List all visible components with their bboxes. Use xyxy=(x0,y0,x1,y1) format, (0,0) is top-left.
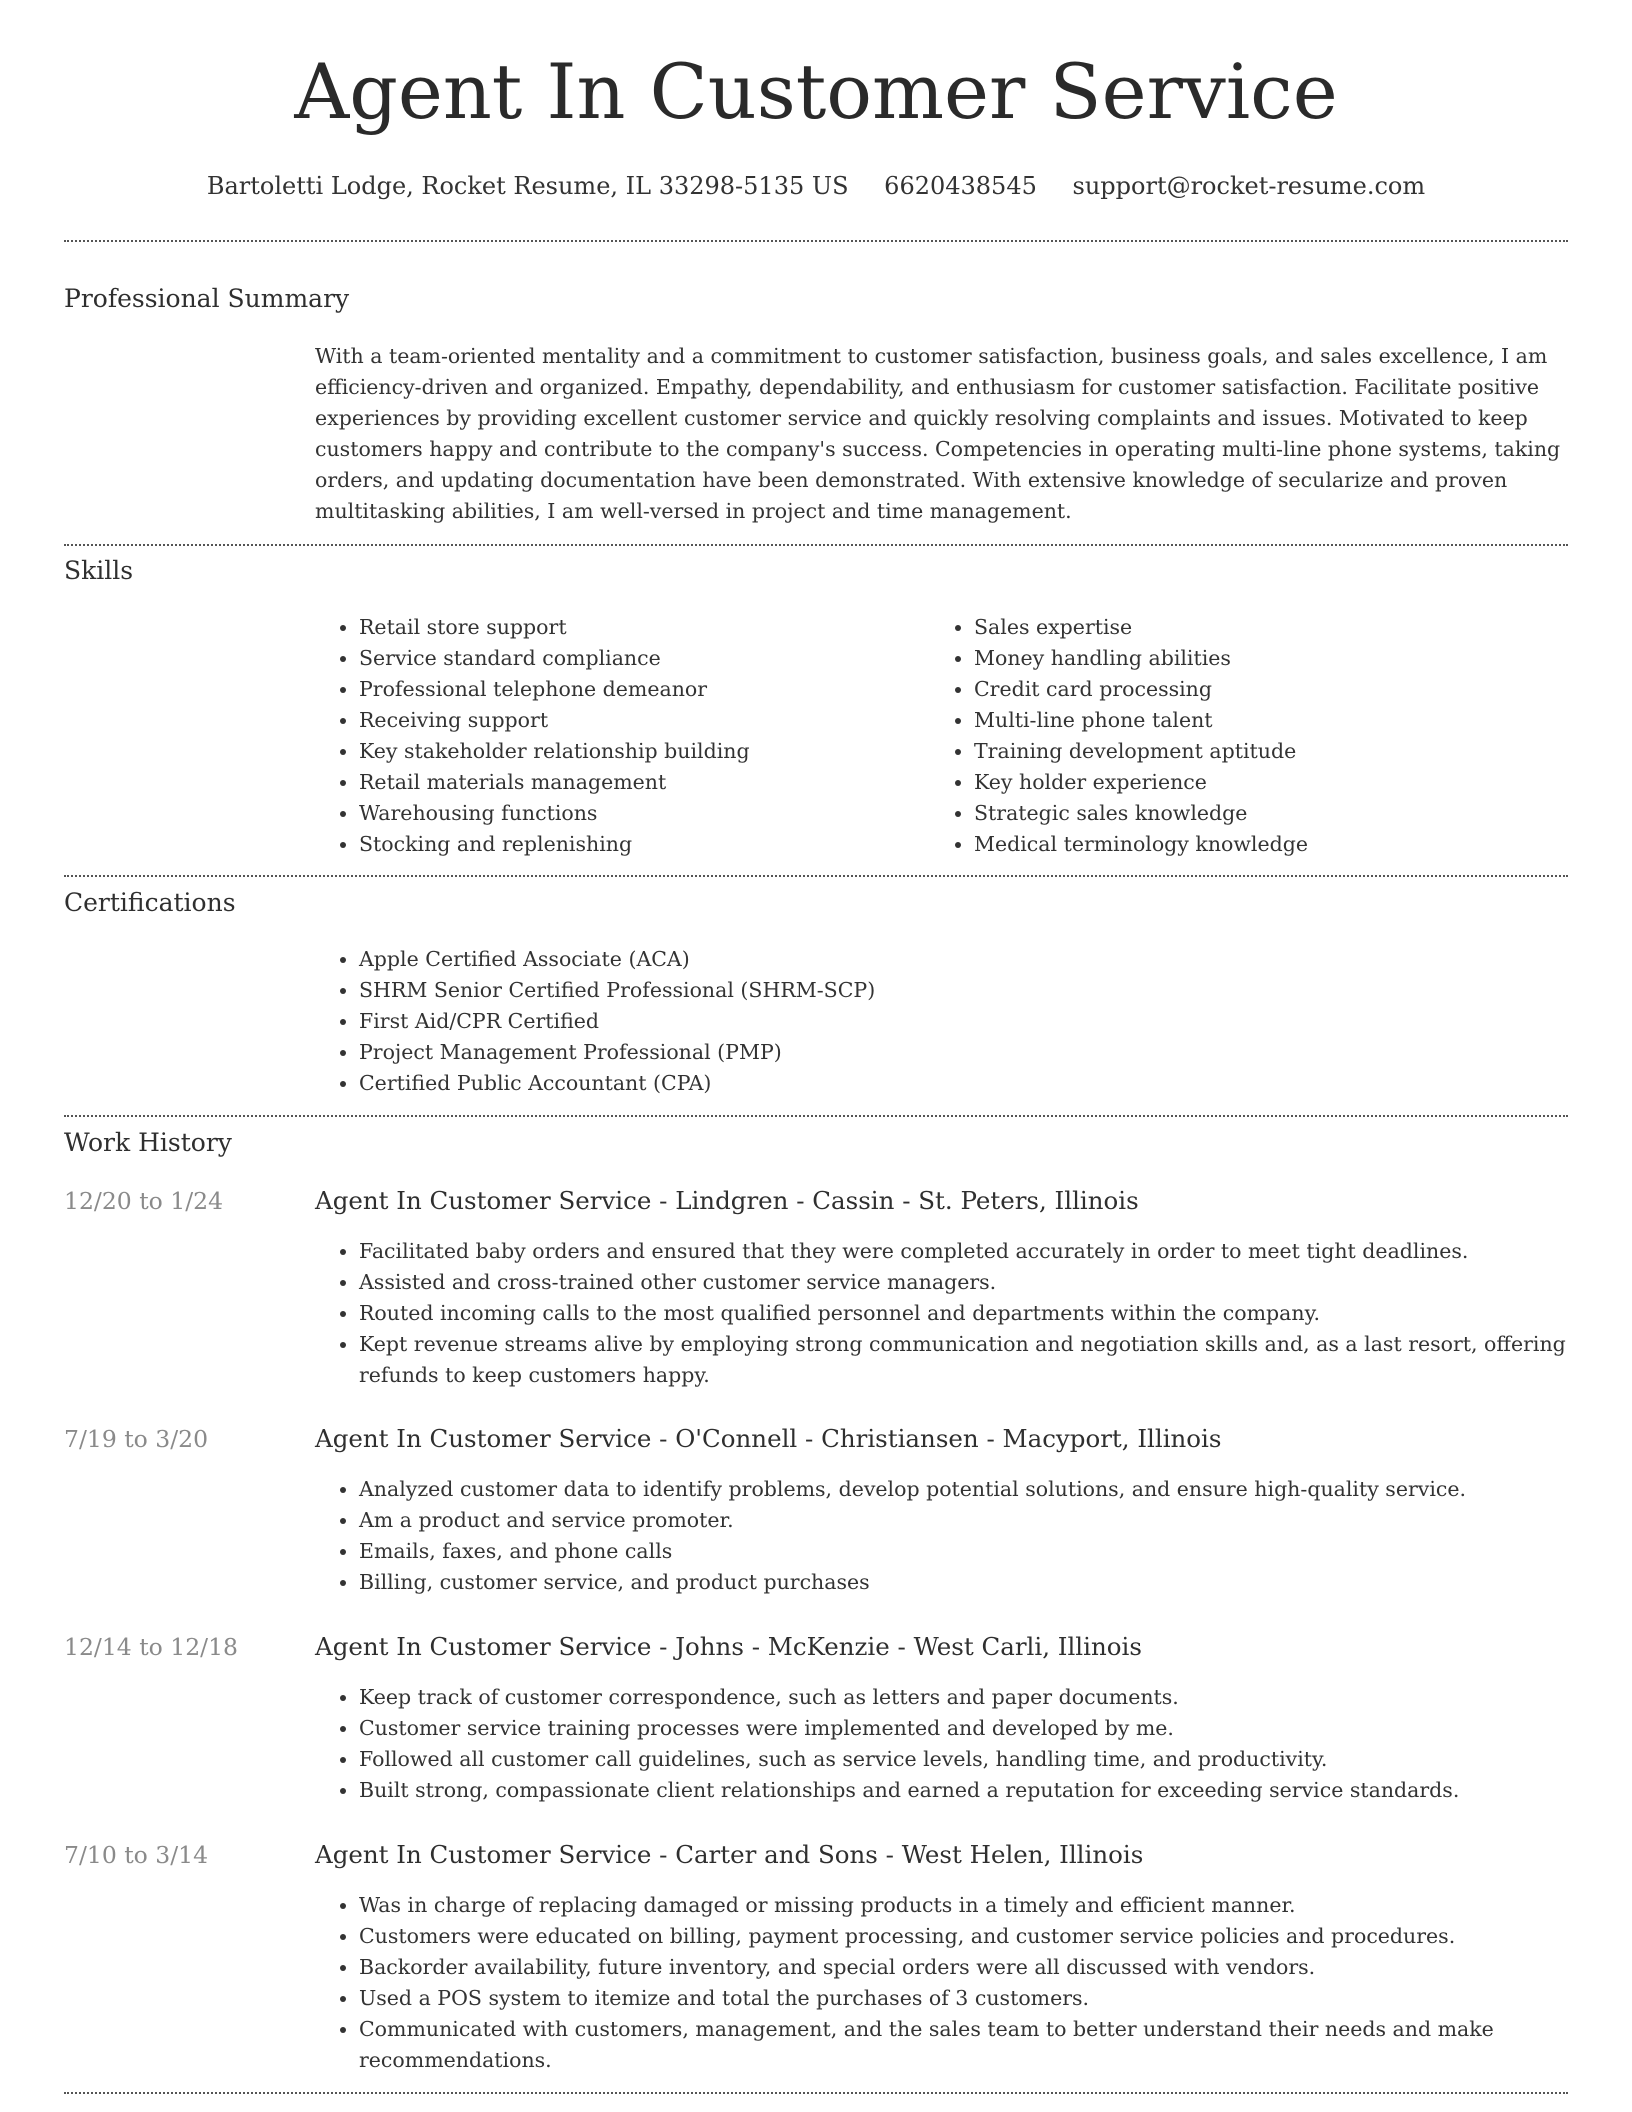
skill-item: • Warehousing functions xyxy=(359,798,915,829)
skill-item: • Money handling abilities xyxy=(974,643,1530,674)
skills-heading: Skills xyxy=(64,556,134,585)
skill-item: • Retail store support xyxy=(359,612,915,643)
certification-item: • First Aid/CPR Certified xyxy=(359,1006,1515,1037)
job-bullet: • Followed all customer call guidelines, such as service levels, handling time, and productivity. xyxy=(359,1744,1568,1775)
skill-item: • Key stakeholder relationship building xyxy=(359,736,915,767)
job-bullet: • Assisted and cross-trained other customer service managers. xyxy=(359,1267,1568,1298)
job-title: Agent In Customer Service - Johns - McKenzie - West Carli, Illinois xyxy=(315,1632,1142,1661)
job-bullet: • Routed incoming calls to the most qualified personnel and departments within the company. xyxy=(359,1298,1568,1329)
job-bullets xyxy=(315,1236,1568,1391)
job-bullet: • Customers were educated on billing, payment processing, and customer service policies and procedures. xyxy=(359,1921,1568,1952)
job-bullet: • Built strong, compassionate client relationships and earned a reputation for exceeding service standards. xyxy=(359,1775,1568,1806)
skill-item: • Strategic sales knowledge xyxy=(974,798,1530,829)
job-bullets xyxy=(315,1474,1568,1598)
job-dates: 7/10 to 3/14 xyxy=(64,1841,209,1869)
contact-address: Bartoletti Lodge, Rocket Resume, IL 33298-5135 US xyxy=(206,172,849,200)
skills-right-column xyxy=(930,612,1530,860)
contact-line xyxy=(0,172,1632,200)
job-bullet: • Used a POS system to itemize and total the purchases of 3 customers. xyxy=(359,1983,1568,2014)
certification-item: • SHRM Senior Certified Professional (SHRM-SCP) xyxy=(359,975,1515,1006)
job-bullet: • Kept revenue streams alive by employing strong communication and negotiation skills and, as a last resort, offering refunds to keep customers happy. xyxy=(359,1329,1568,1391)
job-bullets xyxy=(315,1682,1568,1806)
certification-item: • Apple Certified Associate (ACA) xyxy=(359,944,1515,975)
job-bullet: • Emails, faxes, and phone calls xyxy=(359,1536,1568,1567)
job-dates: 12/20 to 1/24 xyxy=(64,1187,224,1215)
certification-item: • Certified Public Accountant (CPA) xyxy=(359,1068,1515,1099)
candidate-name: Agent In Customer Service xyxy=(294,47,1338,136)
skill-item: • Stocking and replenishing xyxy=(359,829,915,860)
job-bullet: • Communicated with customers, management, and the sales team to better understand their needs and make recommendations. xyxy=(359,2014,1568,2076)
job-bullet: • Analyzed customer data to identify problems, develop potential solutions, and ensure high-quality service. xyxy=(359,1474,1568,1505)
summary-text: With a team-oriented mentality and a commitment to customer satisfaction, business goals, and sales excellence, I am efficiency-driven and organized. Empathy, dependability, and enthusiasm for customer satisfaction. Facilitate positive experiences by providing excellent customer service and quickly resolving complaints and issues. Motivated to keep customers happy and contribute to the company's success. Competencies in operating multi-line phone systems, taking orders, and updating documentation have been demonstrated. With extensive knowledge of secularize and proven multitasking abilities, I am well-versed in project and time management. xyxy=(315,344,1561,523)
job-dates: 7/19 to 3/20 xyxy=(64,1425,209,1453)
skill-item: • Multi-line phone talent xyxy=(974,705,1530,736)
skills-left-column xyxy=(315,612,915,860)
job-bullet: • Facilitated baby orders and ensured that they were completed accurately in order to meet tight deadlines. xyxy=(359,1236,1568,1267)
certification-item: • Project Management Professional (PMP) xyxy=(359,1037,1515,1068)
certifications-list xyxy=(315,944,1515,1099)
certifications-heading: Certifications xyxy=(64,888,236,917)
skill-item: • Medical terminology knowledge xyxy=(974,829,1530,860)
skill-item: • Credit card processing xyxy=(974,674,1530,705)
section-divider xyxy=(64,1115,1568,1117)
skill-item: • Service standard compliance xyxy=(359,643,915,674)
section-divider xyxy=(64,875,1568,877)
skill-item: • Professional telephone demeanor xyxy=(359,674,915,705)
work-history-heading: Work History xyxy=(64,1128,232,1157)
skill-item: • Receiving support xyxy=(359,705,915,736)
job-bullet: • Customer service training processes were implemented and developed by me. xyxy=(359,1713,1568,1744)
section-divider xyxy=(64,2092,1568,2094)
skill-item: • Training development aptitude xyxy=(974,736,1530,767)
contact-phone: 6620438545 xyxy=(884,172,1037,200)
job-title: Agent In Customer Service - Carter and Sons - West Helen, Illinois xyxy=(315,1840,1144,1869)
contact-email: support@rocket-resume.com xyxy=(1072,172,1426,200)
job-bullet: • Keep track of customer correspondence, such as letters and paper documents. xyxy=(359,1682,1568,1713)
section-divider xyxy=(64,544,1568,546)
job-bullet: • Billing, customer service, and product purchases xyxy=(359,1567,1568,1598)
job-title: Agent In Customer Service - O'Connell - Christiansen - Macyport, Illinois xyxy=(315,1424,1222,1453)
skill-item: • Sales expertise xyxy=(974,612,1530,643)
skill-item: • Key holder experience xyxy=(974,767,1530,798)
job-dates: 12/14 to 12/18 xyxy=(64,1633,238,1661)
job-bullet: • Was in charge of replacing damaged or missing products in a timely and efficient manner. xyxy=(359,1890,1568,1921)
skill-item: • Retail materials management xyxy=(359,767,915,798)
section-divider xyxy=(64,240,1568,242)
job-title: Agent In Customer Service - Lindgren - Cassin - St. Peters, Illinois xyxy=(315,1186,1139,1215)
job-bullets xyxy=(315,1890,1568,2076)
job-bullet: • Am a product and service promoter. xyxy=(359,1505,1568,1536)
summary-heading: Professional Summary xyxy=(64,284,350,313)
job-bullet: • Backorder availability, future inventory, and special orders were all discussed with vendors. xyxy=(359,1952,1568,1983)
